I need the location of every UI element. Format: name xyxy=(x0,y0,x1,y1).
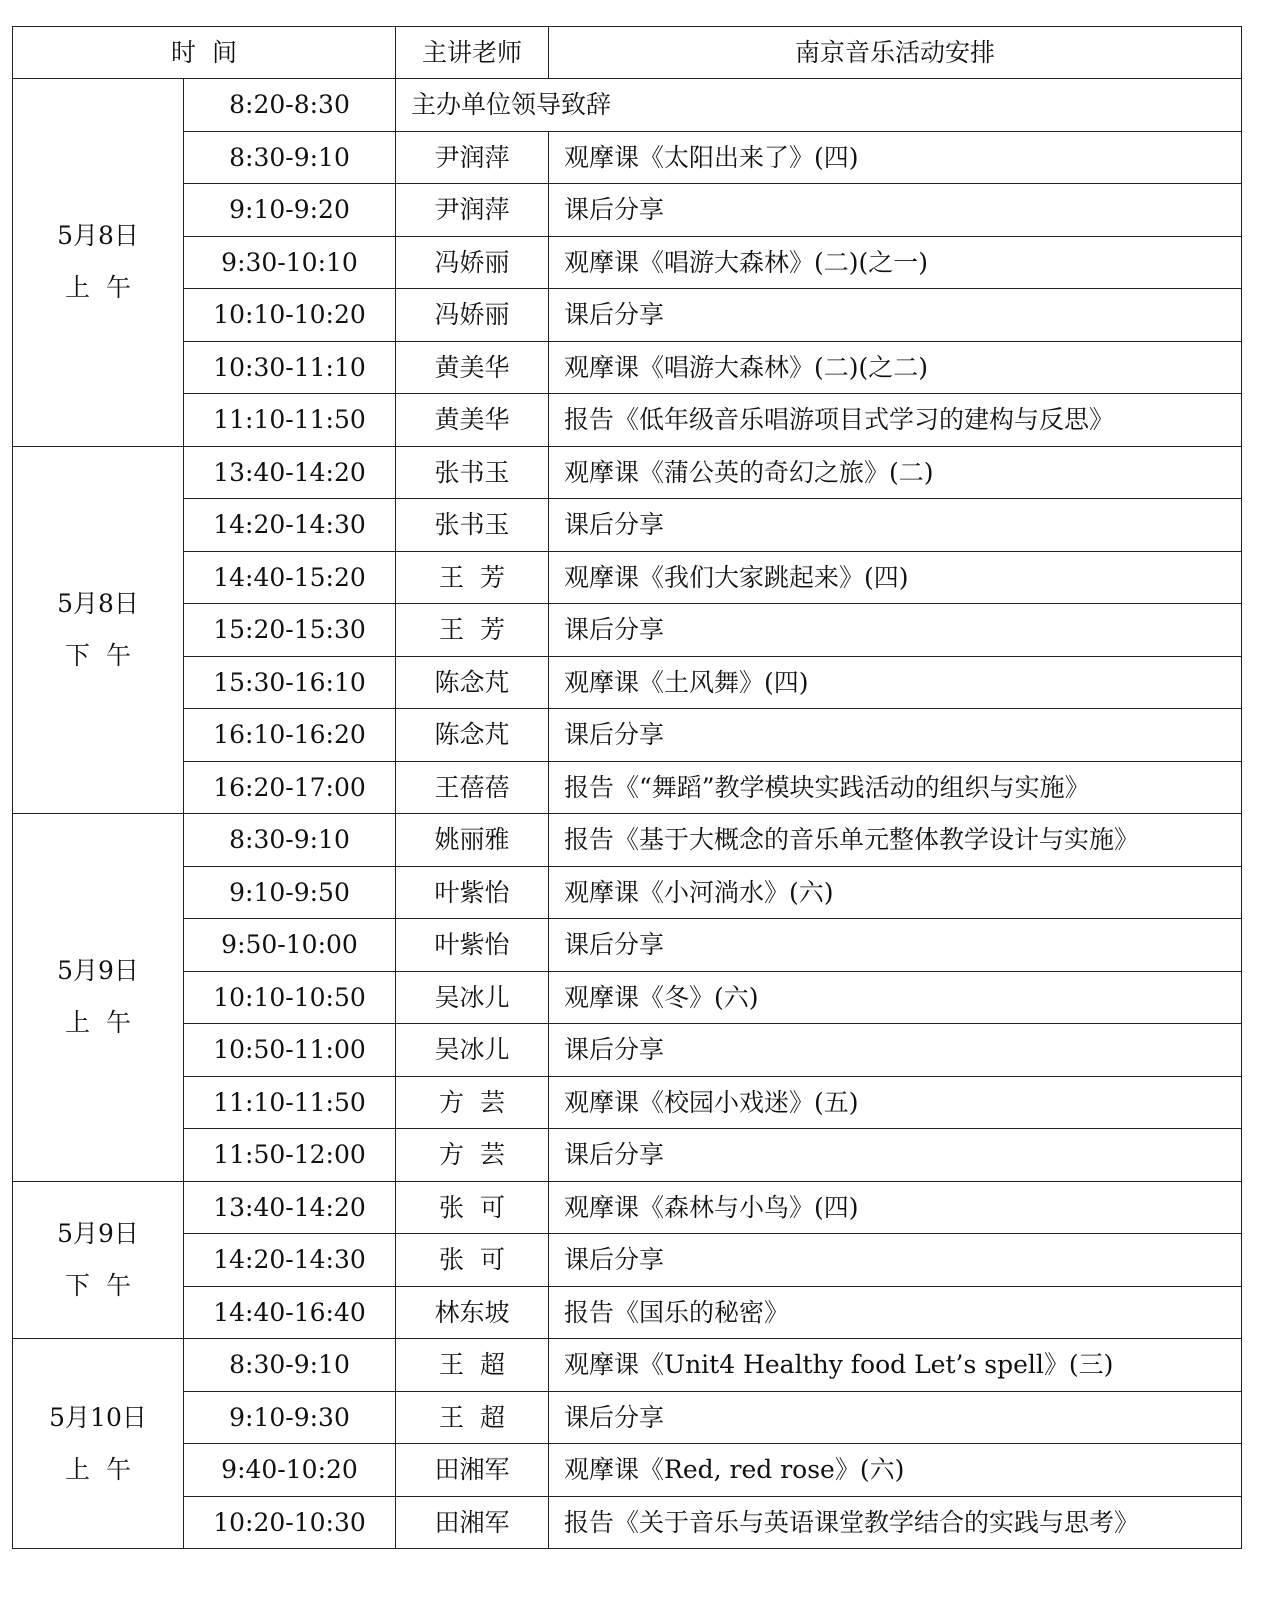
time-cell: 11:50-12:00 xyxy=(184,1129,396,1182)
table-row xyxy=(13,1024,1242,1077)
schedule-table xyxy=(12,26,1242,1549)
table-row xyxy=(13,866,1242,919)
table-row xyxy=(13,446,1242,499)
time-cell: 9:10-9:20 xyxy=(184,184,396,237)
time-cell: 15:30-16:10 xyxy=(184,656,396,709)
teacher-cell: 黄美华 xyxy=(396,341,549,394)
period-label: 下 午 xyxy=(65,640,131,670)
teacher-cell: 叶紫怡 xyxy=(396,866,549,919)
teacher-cell: 王 超 xyxy=(396,1339,549,1392)
date-label: 5月8日 xyxy=(57,588,139,618)
activity-cell: 主办单位领导致辞 xyxy=(396,79,1242,132)
header-row xyxy=(13,27,1242,79)
activity-cell: 观摩课《小河淌水》(六) xyxy=(549,866,1242,919)
date-label: 5月9日 xyxy=(57,956,139,986)
time-cell: 11:10-11:50 xyxy=(184,394,396,447)
activity-cell: 课后分享 xyxy=(549,1129,1242,1182)
activity-cell: 报告《基于大概念的音乐单元整体教学设计与实施》 xyxy=(549,814,1242,867)
time-cell: 13:40-14:20 xyxy=(184,1181,396,1234)
activity-cell: 观摩课《森林与小鸟》(四) xyxy=(549,1181,1242,1234)
activity-cell: 课后分享 xyxy=(549,289,1242,342)
period-label: 下 午 xyxy=(65,1270,131,1300)
table-row xyxy=(13,1181,1242,1234)
time-cell: 10:10-10:50 xyxy=(184,971,396,1024)
date-cell xyxy=(13,814,184,1182)
teacher-cell: 冯娇丽 xyxy=(396,236,549,289)
activity-cell: 报告《“舞蹈”教学模块实践活动的组织与实施》 xyxy=(549,761,1242,814)
activity-cell: 课后分享 xyxy=(549,919,1242,972)
time-cell: 15:20-15:30 xyxy=(184,604,396,657)
time-cell: 16:10-16:20 xyxy=(184,709,396,762)
table-row xyxy=(13,1496,1242,1549)
time-cell: 16:20-17:00 xyxy=(184,761,396,814)
teacher-cell: 田湘军 xyxy=(396,1496,549,1549)
teacher-cell: 张书玉 xyxy=(396,446,549,499)
table-row xyxy=(13,551,1242,604)
teacher-cell: 张 可 xyxy=(396,1234,549,1287)
table-row xyxy=(13,1391,1242,1444)
table-row xyxy=(13,1076,1242,1129)
teacher-cell: 张书玉 xyxy=(396,499,549,552)
table-row xyxy=(13,761,1242,814)
period-label: 上 午 xyxy=(65,1008,131,1038)
table-row xyxy=(13,236,1242,289)
time-cell: 11:10-11:50 xyxy=(184,1076,396,1129)
teacher-cell: 陈念芃 xyxy=(396,709,549,762)
activity-cell: 课后分享 xyxy=(549,1391,1242,1444)
time-cell: 8:20-8:30 xyxy=(184,79,396,132)
teacher-cell: 王 芳 xyxy=(396,604,549,657)
table-row xyxy=(13,1129,1242,1182)
time-cell: 10:10-10:20 xyxy=(184,289,396,342)
time-cell: 14:40-15:20 xyxy=(184,551,396,604)
table-row xyxy=(13,971,1242,1024)
activity-cell: 课后分享 xyxy=(549,604,1242,657)
activity-cell: 报告《关于音乐与英语课堂教学结合的实践与思考》 xyxy=(549,1496,1242,1549)
time-cell: 9:10-9:50 xyxy=(184,866,396,919)
time-cell: 10:50-11:00 xyxy=(184,1024,396,1077)
table-row xyxy=(13,1444,1242,1497)
time-cell: 8:30-9:10 xyxy=(184,1339,396,1392)
table-row xyxy=(13,604,1242,657)
table-row xyxy=(13,1339,1242,1392)
activity-cell: 观摩课《Red, red rose》(六) xyxy=(549,1444,1242,1497)
activity-cell: 课后分享 xyxy=(549,1234,1242,1287)
header-teacher: 主讲老师 xyxy=(396,27,549,79)
table-row xyxy=(13,79,1242,132)
time-cell: 10:30-11:10 xyxy=(184,341,396,394)
date-cell xyxy=(13,1181,184,1339)
table-row xyxy=(13,814,1242,867)
table-row xyxy=(13,131,1242,184)
time-cell: 10:20-10:30 xyxy=(184,1496,396,1549)
date-cell xyxy=(13,1339,184,1549)
time-cell: 13:40-14:20 xyxy=(184,446,396,499)
table-row xyxy=(13,341,1242,394)
activity-cell: 观摩课《Unit4 Healthy food Let’s spell》(三) xyxy=(549,1339,1242,1392)
time-cell: 9:50-10:00 xyxy=(184,919,396,972)
table-row xyxy=(13,499,1242,552)
teacher-cell: 张 可 xyxy=(396,1181,549,1234)
header-time: 时 间 xyxy=(13,27,396,79)
activity-cell: 课后分享 xyxy=(549,1024,1242,1077)
table-row xyxy=(13,709,1242,762)
activity-cell: 观摩课《土风舞》(四) xyxy=(549,656,1242,709)
teacher-cell: 叶紫怡 xyxy=(396,919,549,972)
teacher-cell: 吴冰儿 xyxy=(396,1024,549,1077)
teacher-cell: 陈念芃 xyxy=(396,656,549,709)
activity-cell: 观摩课《校园小戏迷》(五) xyxy=(549,1076,1242,1129)
schedule-body xyxy=(13,79,1242,1549)
teacher-cell: 尹润萍 xyxy=(396,131,549,184)
header-activity: 南京音乐活动安排 xyxy=(549,27,1242,79)
time-cell: 14:20-14:30 xyxy=(184,1234,396,1287)
time-cell: 9:40-10:20 xyxy=(184,1444,396,1497)
teacher-cell: 王 芳 xyxy=(396,551,549,604)
table-row xyxy=(13,184,1242,237)
time-cell: 8:30-9:10 xyxy=(184,131,396,184)
teacher-cell: 冯娇丽 xyxy=(396,289,549,342)
time-cell: 9:10-9:30 xyxy=(184,1391,396,1444)
teacher-cell: 方 芸 xyxy=(396,1129,549,1182)
table-row xyxy=(13,919,1242,972)
teacher-cell: 林东坡 xyxy=(396,1286,549,1339)
date-label: 5月9日 xyxy=(57,1218,139,1248)
teacher-cell: 田湘军 xyxy=(396,1444,549,1497)
table-row xyxy=(13,289,1242,342)
date-cell xyxy=(13,79,184,447)
period-label: 上 午 xyxy=(65,1454,131,1484)
activity-cell: 观摩课《冬》(六) xyxy=(549,971,1242,1024)
activity-cell: 观摩课《太阳出来了》(四) xyxy=(549,131,1242,184)
teacher-cell: 方 芸 xyxy=(396,1076,549,1129)
period-label: 上 午 xyxy=(65,273,131,303)
activity-cell: 报告《低年级音乐唱游项目式学习的建构与反思》 xyxy=(549,394,1242,447)
table-row xyxy=(13,1234,1242,1287)
table-row xyxy=(13,1286,1242,1339)
time-cell: 14:20-14:30 xyxy=(184,499,396,552)
table-row xyxy=(13,394,1242,447)
time-cell: 8:30-9:10 xyxy=(184,814,396,867)
activity-cell: 课后分享 xyxy=(549,499,1242,552)
date-label: 5月8日 xyxy=(57,221,139,251)
teacher-cell: 黄美华 xyxy=(396,394,549,447)
activity-cell: 观摩课《蒲公英的奇幻之旅》(二) xyxy=(549,446,1242,499)
teacher-cell: 吴冰儿 xyxy=(396,971,549,1024)
teacher-cell: 尹润萍 xyxy=(396,184,549,237)
date-label: 5月10日 xyxy=(49,1402,147,1432)
activity-cell: 课后分享 xyxy=(549,184,1242,237)
time-cell: 14:40-16:40 xyxy=(184,1286,396,1339)
time-cell: 9:30-10:10 xyxy=(184,236,396,289)
teacher-cell: 王蓓蓓 xyxy=(396,761,549,814)
activity-cell: 观摩课《唱游大森林》(二)(之二) xyxy=(549,341,1242,394)
teacher-cell: 姚丽雅 xyxy=(396,814,549,867)
table-row xyxy=(13,656,1242,709)
activity-cell: 课后分享 xyxy=(549,709,1242,762)
date-cell xyxy=(13,446,184,814)
activity-cell: 观摩课《唱游大森林》(二)(之一) xyxy=(549,236,1242,289)
activity-cell: 观摩课《我们大家跳起来》(四) xyxy=(549,551,1242,604)
activity-cell: 报告《国乐的秘密》 xyxy=(549,1286,1242,1339)
teacher-cell: 王 超 xyxy=(396,1391,549,1444)
